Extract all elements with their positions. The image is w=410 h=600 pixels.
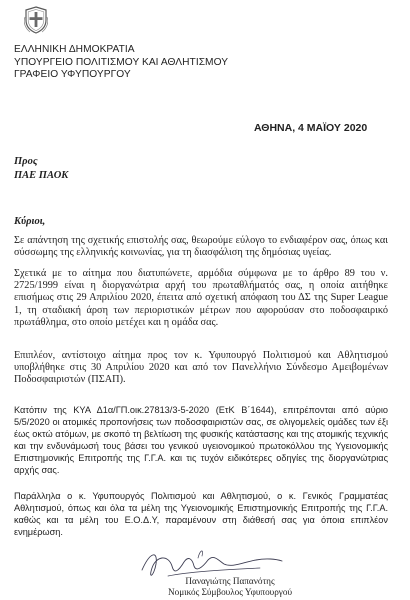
- paragraph-kya: Κατόπιν της ΚΥΑ Δ1α/ΓΠ.οικ.27813/3-5-2020 (ΕτΚ Β΄1644), επιτρέπονται από αύριο 5/5/2020 οι ατομικές προπονήσεις των ποδοσφαιριστών σας, σε ολιγομελείς ομάδες των έξι έως οκτώ ατόμων, με σκοπό τη βελτίωση της φυσικής κατάστασης και της ατομικής τεχνικής και την ενδυνάμωσή τους βάσει του γενικού υγειονομικού πρωτοκόλλου της Υγειονομικής Επιστημονικής Επιτροπής της Γ.Γ.Α. και τις τυχόν ειδικότερες οδηγίες της διοργανώτριας αρχής σας.: [14, 405, 388, 475]
- letter-date: ΑΘΗΝΑ, 4 ΜΑΪΟΥ 2020: [254, 122, 368, 134]
- greek-coat-of-arms-icon: [24, 5, 48, 35]
- salutation: Κύριοι,: [14, 216, 46, 227]
- paragraph-psap: Επιπλέον, αντίστοιχο αίτημα προς τον κ. Υφυπουργό Πολιτισμού και Αθλητισμού υποβλήθηκε στις 30 Απριλίου 2020 και από τον Πανελλήνιο Σύνδεσμο Αμειβομένων Ποδοσφαιριστών (ΠΣΑΠ).: [14, 350, 388, 386]
- letterhead-ministry: ΥΠΟΥΡΓΕΙΟ ΠΟΛΙΤΙΣΜΟΥ ΚΑΙ ΑΘΛΗΤΙΣΜΟΥ: [14, 56, 229, 68]
- letterhead-country: ΕΛΛΗΝΙΚΗ ΔΗΜΟΚΡΑΤΙΑ: [14, 44, 135, 55]
- paragraph-request: Σχετικά με το αίτημα που διατυπώνετε, αρμόδια σύμφωνα με το άρθρο 89 του ν. 2725/1999 είναι η διοργανώτρια αρχή του πρωταθλήματός σας, η οποία αιτήθηκε επισήμως στις 29 Απριλίου 2020, έπειτα από σχετική απόφαση του ΔΣ της Super League 1, τη σταδιακή άρση των περιοριστικών μέτρων που αφορούσαν στο ποδοσφαιρικό πρωτάθλημα, στο οποίο μετέχει και η ομάδα σας.: [14, 268, 388, 328]
- recipient-label: Προς: [14, 156, 38, 167]
- signer-name: Παναγιώτης Παπανότης: [185, 576, 275, 586]
- letterhead-office: ΓΡΑΦΕΙΟ ΥΦΥΠΟΥΡΓΟΥ: [14, 69, 131, 80]
- recipient-name: ΠΑΕ ΠΑΟΚ: [14, 170, 69, 181]
- paragraph-intro: Σε απάντηση της σχετικής επιστολής σας, θεωρούμε εύλογο το ενδιαφέρον σας, όπως και σύσσωμης της ελληνικής κοινωνίας, για τη διασφάλιση της δημόσιας υγείας.: [14, 235, 388, 259]
- signer-block: [150, 576, 310, 598]
- signer-title: Νομικός Σύμβουλος Υφυπουργού: [168, 587, 292, 597]
- paragraph-closing: Παράλληλα ο κ. Υφυπουργός Πολιτισμού και Αθλητισμού, ο κ. Γενικός Γραμματέας Αθλητισμού, όπως και όλα τα μέλη της Υγειονομικής Επιστημονικής Επιτροπής της Γ.Γ.Α. καθώς και τα μέλη του Ε.Ο.Δ.Υ, παραμένουν στη διάθεσή σας για όποια επιπλέον ενημέρωση.: [14, 491, 388, 537]
- recipient-block: [14, 155, 68, 183]
- letterhead: [14, 44, 228, 82]
